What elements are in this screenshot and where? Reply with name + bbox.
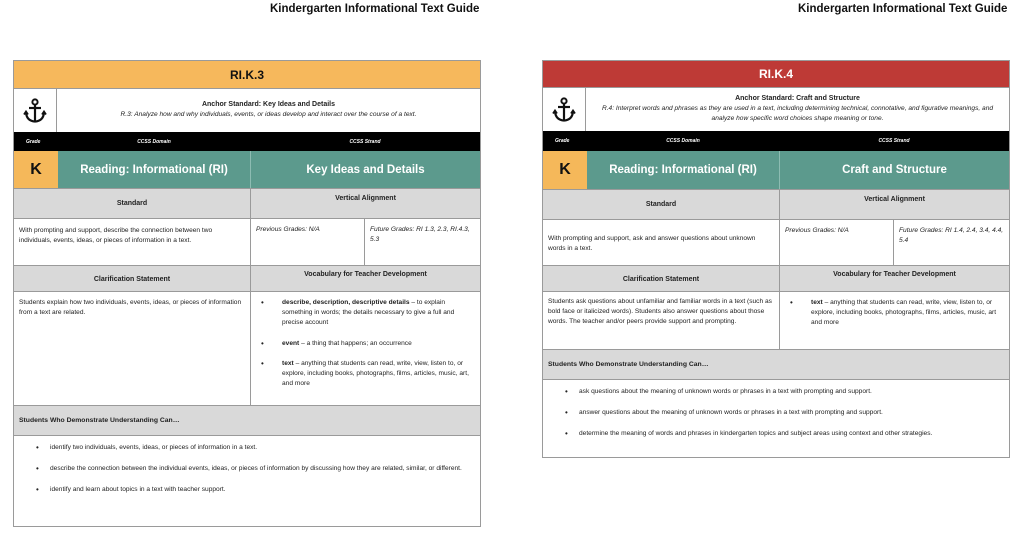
clarification-text: Students ask questions about unfamiliar and familiar words in a text (such as bold face or italicized words). Students also answer questions about those words. The teacher and/or peers provide support and prompting.: [548, 298, 772, 326]
left-label-bar: [14, 132, 480, 151]
left-clarification-header-row: [14, 265, 480, 291]
domain-label: CCSS Domain: [666, 138, 700, 144]
grade-value: K: [543, 151, 587, 189]
right-label-bar: [543, 131, 1009, 151]
right-anchor-row: [543, 87, 1009, 131]
right-clarification-row: [543, 291, 1009, 349]
list-item: • identify two individuals, events, ideas, or pieces of information in a text.: [14, 443, 480, 453]
left-standard-card: [13, 60, 481, 527]
anchor-standard-description: R.3: Analyze how and why individuals, events, or ideas develop and interact over the course of a text.: [120, 110, 417, 118]
vocab-item: • text – anything that students can read, write, view, listen to, or explore, including books, photographs, films, articles, music, art and more: [780, 298, 1003, 329]
standard-text: With prompting and support, ask and answer questions about unknown words in a text.: [548, 235, 756, 253]
anchor-standard-description: R.4: Interpret words and phrases as they are used in a text, including determining technical, connotative, and figurative meanings, and analyze how specific word choices shape meaning or tone.: [601, 104, 994, 122]
vocab-item: • describe, description, descriptive details – to explain something in words; the details necessary to give a full and precise account: [251, 298, 474, 329]
left-standard-header-row: [14, 188, 480, 218]
vocabulary-header: Vocabulary for Teacher Development: [250, 266, 480, 291]
vocabulary-header: Vocabulary for Teacher Development: [779, 266, 1009, 291]
right-standard-card: [542, 60, 1010, 458]
standard-text: With prompting and support, describe the connection between two individuals, events, ideas, or pieces of information in a text.: [19, 227, 213, 245]
vocab-item: • text – anything that students can read, write, view, listen to, or explore, including books, photographs, films, articles, music, art, and more: [251, 359, 474, 390]
anchor-standard-title: Anchor Standard: Craft and Structure: [735, 94, 860, 102]
left-teal-row: [14, 151, 480, 188]
left-standard-row: [14, 218, 480, 265]
right-students-list: [543, 379, 1009, 457]
anchor-standard-title: Anchor Standard: Key Ideas and Details: [201, 100, 336, 108]
grade-label: Grade: [555, 138, 570, 144]
grade-value: K: [14, 151, 58, 188]
standard-header: Standard: [645, 201, 677, 208]
clarification-text: Students explain how two individuals, events, ideas, or pieces of information from a text are related.: [19, 299, 242, 317]
grade-label: Grade: [26, 138, 41, 145]
left-page-header: Kindergarten Informational Text Guide: [270, 3, 480, 15]
right-clarification-header-row: [543, 265, 1009, 291]
domain-value: Reading: Informational (RI): [80, 163, 228, 176]
right-page-header: Kindergarten Informational Text Guide: [798, 3, 1008, 15]
left-students-header: Students Who Demonstrate Understanding Can…: [14, 405, 480, 435]
list-item: • answer questions about the meaning of unknown words or phrases in a text with prompting and support.: [543, 408, 1009, 418]
list-item: • identify and learn about topics in a text with teacher support.: [14, 485, 480, 495]
vocab-item: • event – a thing that happens; an occurrence: [251, 339, 474, 349]
vocabulary-list: [779, 292, 1009, 349]
right-standard-row: [543, 219, 1009, 265]
vertical-alignment-header: Vertical Alignment: [779, 190, 1009, 219]
future-grades: Future Grades: RI 1.3, 2.3, RI.4.3, 5.3: [364, 219, 480, 265]
strand-value: Key Ideas and Details: [250, 151, 480, 188]
anchor-icon: [14, 89, 56, 132]
anchor-standard-block: [56, 89, 480, 132]
anchor-icon: [543, 88, 585, 131]
previous-grades: Previous Grades: N/A: [250, 219, 364, 265]
standard-header: Standard: [116, 200, 148, 207]
list-item: • ask questions about the meaning of unknown words or phrases in a text with prompting and support.: [543, 387, 1009, 397]
vertical-alignment-header: Vertical Alignment: [250, 189, 480, 218]
right-standard-header-row: [543, 189, 1009, 219]
future-grades: Future Grades: RI 1.4, 2.4, 3.4, 4.4, 5.4: [893, 220, 1009, 265]
left-anchor-row: [14, 88, 480, 132]
left-code-bar: RI.K.3: [14, 61, 480, 88]
list-item: • describe the connection between the individual events, ideas, or pieces of information by discussing how they are related, similar, or different.: [14, 464, 480, 474]
right-teal-row: [543, 151, 1009, 189]
strand-label: CCSS Strand: [349, 138, 381, 145]
right-students-header: Students Who Demonstrate Understanding Can…: [543, 349, 1009, 379]
domain-label: CCSS Domain: [137, 138, 171, 145]
list-item: • determine the meaning of words and phrases in kindergarten topics and subject areas using context and other strategies.: [543, 429, 1009, 439]
left-clarification-row: [14, 291, 480, 405]
clarification-header: Clarification Statement: [93, 276, 171, 283]
right-code-bar: RI.K.4: [543, 61, 1009, 87]
anchor-standard-block: [585, 88, 1009, 131]
domain-value: Reading: Informational (RI): [609, 164, 757, 176]
left-students-list: [14, 435, 480, 526]
previous-grades: Previous Grades: N/A: [779, 220, 893, 265]
strand-value: Craft and Structure: [779, 151, 1009, 189]
vocabulary-list: [250, 292, 480, 405]
strand-label: CCSS Strand: [878, 138, 910, 144]
clarification-header: Clarification Statement: [622, 276, 700, 283]
